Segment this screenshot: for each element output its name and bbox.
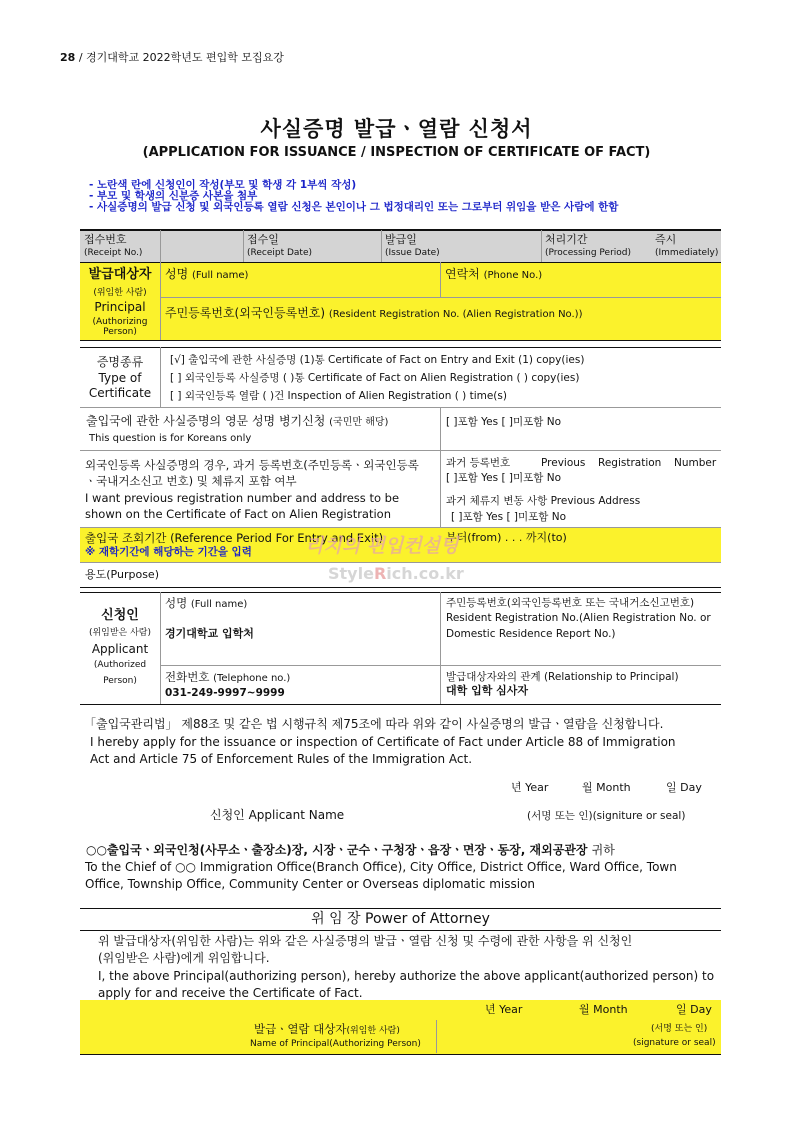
prev-reg-number-label: 과거 등록번호 — [446, 457, 511, 469]
processing-period-label-en: (Processing Period) — [545, 248, 632, 258]
principal-name-label-en: (Full name) — [192, 270, 249, 281]
addressee-en-2: Office, Township Office, Community Center or Overseas diplomatic mission — [85, 877, 536, 891]
applicant-name-signature-label: 신청인 Applicant Name — [210, 808, 345, 822]
principal-regno-label: 주민등록번호(외국인등록번호) — [165, 306, 326, 320]
cert-type-label-en2: Certificate — [88, 386, 152, 400]
statement-en-1: I hereby apply for the issuance or inspection of Certificate of Fact under Article 88 of Immigration — [90, 735, 676, 749]
watermark-text: 리치의 편입컨설팅 — [305, 535, 459, 557]
principal-phone-label: 연락처 — [445, 267, 480, 281]
applicant-name-label — [165, 596, 247, 612]
reference-period-label: 출입국 조회기간 (Reference Period For Entry and Exit) — [85, 531, 384, 545]
issue-date-label-en: (Issue Date) — [385, 248, 440, 258]
attorney-sign-en[interactable]: (signature or seal) — [633, 1038, 716, 1048]
addressee-ko-suffix: 귀하 — [591, 843, 615, 857]
issue-date-label: 발급일 — [385, 233, 417, 246]
prev-reg-question-2: ㆍ국내거소신고 번호) 및 체류지 포함 여부 — [85, 474, 297, 488]
header-separator: / — [78, 51, 83, 64]
principal-phone-label-en: (Phone No.) — [483, 270, 543, 281]
purpose-label: 용도(Purpose) — [85, 568, 159, 581]
immediately-label-en: (Immediately) — [655, 248, 719, 258]
receipt-date-label-en: (Receipt Date) — [247, 248, 313, 258]
attorney-principal-label-ko: 발급ㆍ열람 대상자 — [254, 1022, 347, 1036]
attorney-principal-label-sub: (위임한 사람) — [346, 1026, 400, 1036]
principal-label-en-sub2: Person) — [103, 327, 137, 337]
cert-type-option-inspection[interactable]: [ ] 외국인등록 열람 ( )건 Inspection of Alien Registration ( ) time(s) — [170, 390, 507, 402]
applicant-name-label-en: (Full name) — [190, 599, 248, 610]
principal-regno-field[interactable] — [165, 306, 582, 322]
immediately-label: 즉시 — [655, 233, 677, 246]
watermark-url: StyleRich.co.kr — [328, 564, 464, 583]
attorney-year[interactable]: 년 Year — [485, 1003, 523, 1016]
form-subtitle: (APPLICATION FOR ISSUANCE / INSPECTION OF CERTIFICATE OF FACT) — [142, 145, 651, 160]
principal-phone-field[interactable] — [445, 267, 542, 283]
attorney-title: 위 임 장 Power of Attorney — [311, 911, 490, 927]
applicant-name-value[interactable]: 경기대학교 입학처 — [165, 627, 254, 640]
applicant-reg-label-en2: Domestic Residence Report No.) — [446, 628, 616, 640]
principal-name-field[interactable] — [165, 267, 248, 283]
applicant-relation-label: 발급대상자와의 관계 (Relationship to Principal) — [446, 671, 679, 683]
page-number: 28 — [60, 51, 76, 64]
applicant-label-en-sub2: Person) — [103, 676, 137, 686]
applicant-reg-label-en1: Resident Registration No.(Alien Registration No. or — [446, 612, 711, 624]
attorney-en-1: I, the above Principal(authorizing person), hereby authorize the above applicant(authorized person) to — [98, 969, 715, 983]
statement-en-2: Act and Article 75 of Enforcement Rules of the Immigration Act. — [90, 752, 473, 766]
english-name-question-text: 출입국에 관한 사실증명의 영문 성명 병기신청 — [86, 414, 326, 428]
attorney-ko-1: 위 발급대상자(위임한 사람)는 위와 같은 사실증명의 발급ㆍ열람 신청 및 수령에 관한 사항을 위 신청인 — [98, 934, 633, 948]
addressee-ko — [86, 843, 615, 857]
page-header — [60, 49, 284, 65]
statement-ko: 「출입국관리법」 제88조 및 같은 법 시행규칙 제75조에 따라 위와 같이 사실증명의 발급ㆍ열람을 신청합니다. — [84, 717, 664, 731]
cert-type-option-alien-reg[interactable]: [ ] 외국인등록 사실증명 ( )통 Certificate of Fact on Alien Registration ( ) copy(ies) — [170, 372, 580, 384]
english-name-answer[interactable]: [ ]포함 Yes [ ]미포함 No — [446, 416, 562, 428]
english-name-question-note: (국민만 해당) — [329, 417, 389, 428]
header-title: 경기대학교 2022학년도 편입학 모집요강 — [86, 51, 284, 64]
prev-reg-question-3: I want previous registration number and address to be — [85, 491, 400, 505]
applicant-relation-value[interactable]: 대학 입학 심사자 — [446, 684, 529, 697]
applicant-tel-label-en: (Telephone no.) — [213, 673, 291, 684]
english-name-question-en: This question is for Koreans only — [89, 433, 252, 444]
principal-label-en-sub1: (Authorizing — [92, 317, 148, 327]
note-item: - 부모 및 학생의 신분증 사본을 첨부 — [89, 190, 258, 202]
signature-seal-field[interactable]: (서명 또는 인)(signiture or seal) — [527, 810, 686, 822]
cert-type-option-entry-exit[interactable]: [√] 출입국에 관한 사실증명 (1)통 Certificate of Fact on Entry and Exit (1) copy(ies) — [170, 354, 585, 366]
attorney-principal-label-en: Name of Principal(Authorizing Person) — [250, 1039, 421, 1049]
attorney-day[interactable]: 일 Day — [676, 1003, 712, 1016]
addressee-ko-text: ○○출입국ㆍ외국인청(사무소ㆍ출장소)장, 시장ㆍ군수ㆍ구청장ㆍ읍장ㆍ면장ㆍ동장, 재외공관장 — [86, 843, 588, 857]
prev-reg-number-answer[interactable]: [ ]포함 Yes [ ]미포함 No — [446, 472, 562, 484]
cert-type-label-en1: Type of — [98, 371, 142, 385]
principal-name-label: 성명 — [165, 267, 189, 281]
note-item: - 사실증명의 발급 신청 및 외국인등록 열람 신청은 본인이나 그 법정대리인 또는 그로부터 위임을 받은 사람에 한함 — [89, 201, 619, 213]
prev-address-label: 과거 체류지 변동 사항 Previous Address — [446, 495, 641, 507]
applicant-tel-label-ko: 전화번호 — [165, 670, 210, 684]
attorney-en-2: apply for and receive the Certificate of Fact. — [98, 986, 363, 1000]
prev-address-answer[interactable]: [ ]포함 Yes [ ]미포함 No — [451, 511, 567, 523]
attorney-month[interactable]: 월 Month — [579, 1003, 628, 1016]
english-name-question — [86, 414, 388, 430]
statement-day[interactable]: 일 Day — [666, 781, 702, 794]
processing-period-label: 처리기간 — [545, 233, 588, 246]
applicant-tel-label — [165, 670, 290, 686]
applicant-label-sub: (위임받은 사람) — [88, 628, 152, 638]
attorney-principal-label — [254, 1022, 400, 1038]
principal-regno-label-en: (Resident Registration No. (Alien Registration No.)) — [328, 309, 583, 320]
attorney-ko-2: (위임받은 사람)에게 위임합니다. — [98, 951, 270, 965]
receipt-no-label: 접수번호 — [84, 233, 127, 246]
prev-reg-question-4: shown on the Certificate of Fact on Alien Registration — [85, 507, 392, 521]
applicant-name-label-ko: 성명 — [165, 596, 188, 610]
principal-label-sub: (위임한 사람) — [93, 288, 147, 298]
applicant-label: 신청인 — [101, 608, 139, 623]
applicant-reg-label: 주민등록번호(외국인등록번호 또는 국내거소신고번호) — [446, 597, 695, 609]
prev-reg-number-en2: Registration — [598, 457, 662, 469]
prev-reg-question-1: 외국인등록 사실증명의 경우, 과거 등록번호(주민등록ㆍ외국인등록 — [85, 458, 419, 472]
prev-reg-number-en3: Number — [674, 457, 717, 469]
cert-type-label: 증명종류 — [96, 355, 144, 369]
form-title: 사실증명 발급ㆍ열람 신청서 — [260, 117, 533, 141]
note-item: - 노란색 란에 신청인이 작성(부모 및 학생 각 1부씩 작성) — [89, 179, 357, 191]
applicant-tel-value[interactable]: 031-249-9997~9999 — [165, 687, 285, 699]
reference-period-note: ※ 재학기간에 해당하는 기간을 입력 — [85, 546, 252, 558]
form-notes — [89, 180, 618, 213]
reference-period-range[interactable]: 부터(from) . . . 까지(to) — [446, 531, 567, 544]
applicant-label-en: Applicant — [91, 642, 149, 656]
statement-month[interactable]: 월 Month — [582, 781, 631, 794]
statement-year[interactable]: 년 Year — [511, 781, 549, 794]
applicant-label-en-sub1: (Authorized — [93, 660, 147, 670]
principal-label: 발급대상자 — [88, 267, 152, 282]
prev-reg-number-en1: Previous — [541, 457, 586, 469]
addressee-en-1: To the Chief of ○○ Immigration Office(Branch Office), City Office, District Office, Ward Office, Town — [85, 860, 677, 874]
receipt-no-label-en: (Receipt No.) — [84, 248, 143, 258]
principal-label-en: Principal — [94, 300, 146, 314]
attorney-sign-ko[interactable]: (서명 또는 인) — [651, 1024, 708, 1034]
receipt-date-label: 접수일 — [247, 233, 279, 246]
